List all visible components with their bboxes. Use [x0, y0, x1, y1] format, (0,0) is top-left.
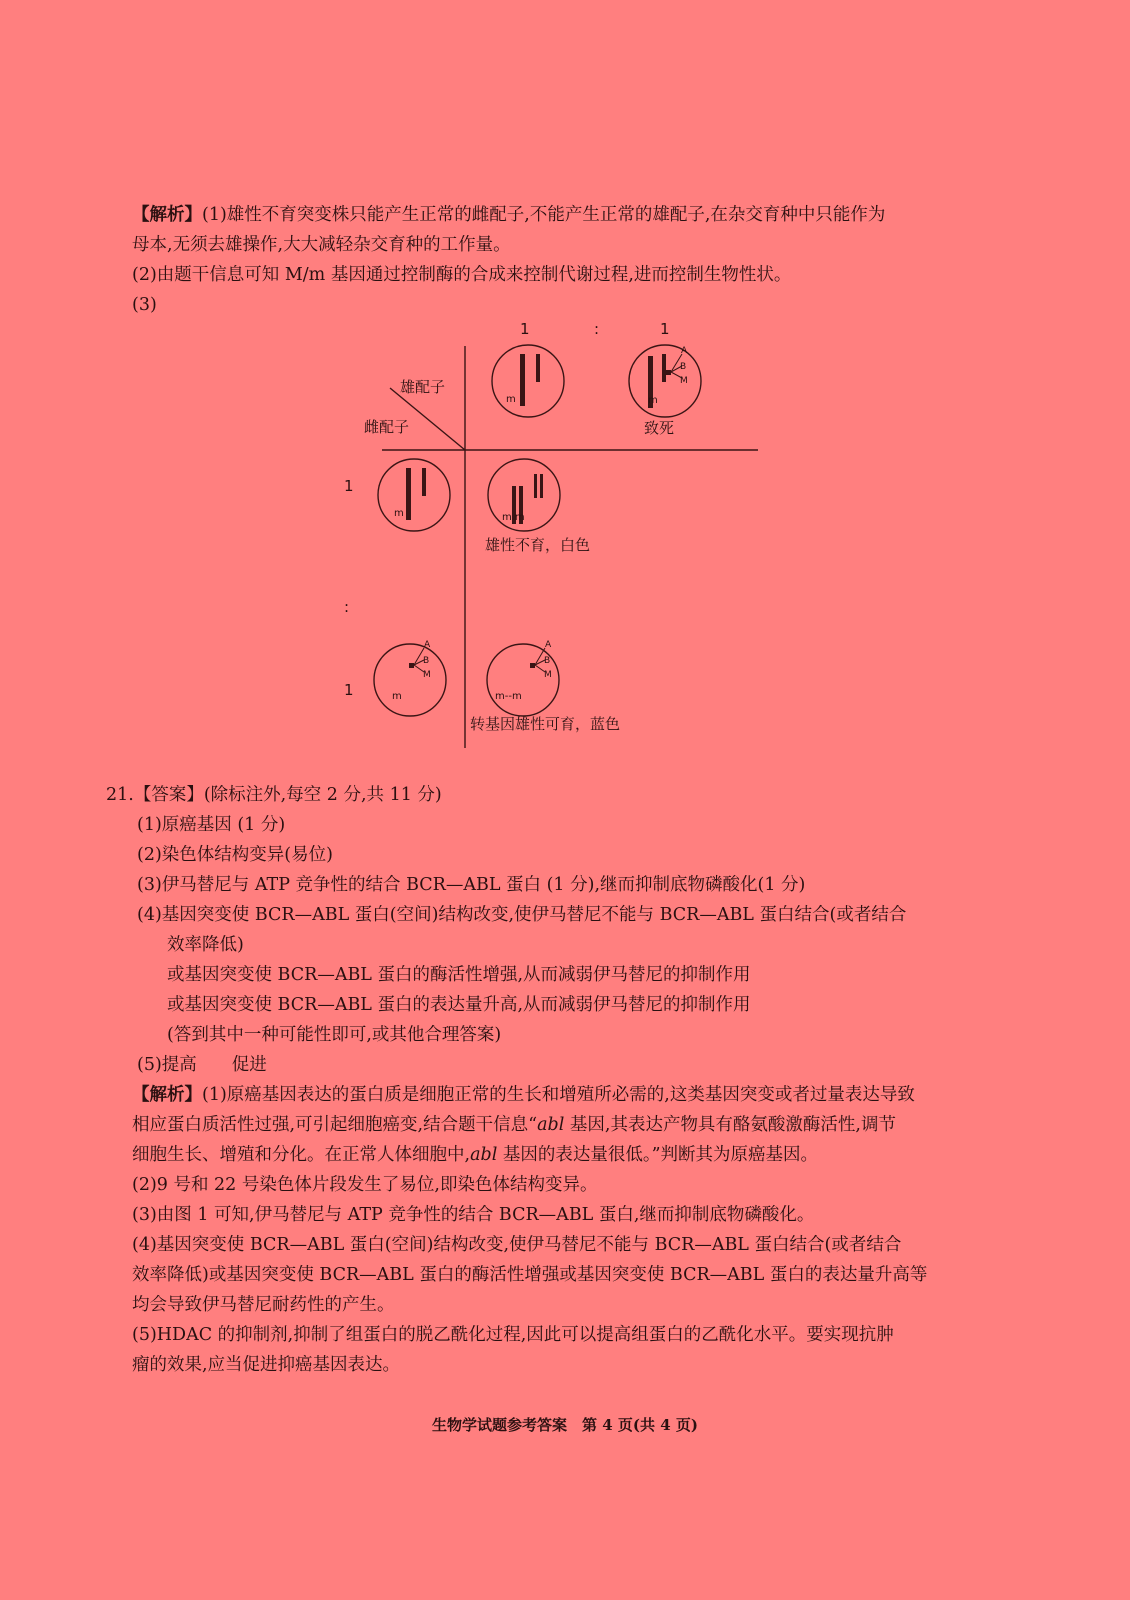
analysis-line: 母本,无须去雄操作,大大减轻杂交育种的工作量。 — [132, 235, 511, 255]
gene-label: M — [423, 670, 431, 680]
chromosome — [662, 354, 666, 382]
answer-line: (3)伊马替尼与 ATP 竞争性的结合 BCR—ABL 蛋白 (1 分),继而抑制底物磷酸化(1 分) — [137, 875, 806, 895]
answer-line: 或基因突变使 BCR—ABL 蛋白的酶活性增强,从而减弱伊马替尼的抑制作用 — [167, 965, 751, 985]
analysis-line: 【解析】(1)原癌基因表达的蛋白质是细胞正常的生长和增殖所必需的,这类基因突变或者过量表达导致 — [132, 1085, 915, 1105]
answer-line: (1)原癌基因 (1 分) — [137, 815, 286, 835]
answer-line: (答到其中一种可能性即可,或其他合理答案) — [167, 1025, 502, 1045]
answer-line: 或基因突变使 BCR—ABL 蛋白的表达量升高,从而减弱伊马替尼的抑制作用 — [167, 995, 751, 1015]
transgene-marker — [530, 663, 535, 668]
gene-label: m m — [502, 512, 525, 523]
gene-label: M — [544, 670, 552, 680]
analysis-line: 相应蛋白质活性过强,可引起细胞癌变,结合题干信息“abl 基因,其表达产物具有酪氨酸激酶活性,调节 — [132, 1115, 896, 1135]
ratio-left-top: 1 — [344, 477, 354, 495]
chromosome — [406, 468, 411, 520]
male-gamete-1-circle — [492, 345, 564, 417]
analysis-line: (3) — [132, 295, 157, 315]
gene-label: B — [680, 362, 687, 372]
answer-line: 效率降低) — [167, 935, 244, 955]
q21-header: 21.【答案】(除标注外,每空 2 分,共 11 分) — [106, 785, 442, 805]
analysis-line: (4)基因突变使 BCR—ABL 蛋白(空间)结构改变,使伊马替尼不能与 BCR—ABL 蛋白结合(或者结合 — [132, 1235, 902, 1255]
chromosome — [536, 354, 540, 382]
ratio-left-bottom: 1 — [344, 681, 354, 699]
gene-label: B — [423, 656, 430, 666]
analysis-line: 【解析】(1)雄性不育突变株只能产生正常的雌配子,不能产生正常的雄配子,在杂交育种中只能作为 — [132, 205, 886, 225]
female-gamete-1-circle — [378, 459, 450, 531]
chromosome — [422, 468, 426, 496]
transgene-marker — [666, 370, 671, 375]
analysis-line: (5)HDAC 的抑制剂,抑制了组蛋白的脱乙酰化过程,因此可以提高组蛋白的乙酰化水平。要实现抗肿 — [132, 1325, 894, 1345]
analysis-line: 效率降低)或基因突变使 BCR—ABL 蛋白的酶活性增强或基因突变使 BCR—ABL 蛋白的表达量升高等 — [132, 1265, 928, 1285]
ratio-top-left: 1 — [520, 320, 530, 338]
gene-label: m — [506, 394, 516, 405]
male-gamete-label: 雄配子 — [400, 378, 446, 396]
analysis-line: (2)由题干信息可知 M/m 基因通过控制酶的合成来控制代谢过程,进而控制生物性状。 — [132, 265, 792, 285]
gene-label: A — [681, 346, 688, 356]
answer-line: (4)基因突变使 BCR—ABL 蛋白(空间)结构改变,使伊马替尼不能与 BCR—ABL 蛋白结合(或者结合 — [137, 905, 907, 925]
gene-label: m — [648, 395, 658, 406]
chromosome — [534, 474, 537, 498]
offspring-2-circle — [487, 644, 559, 716]
gene-label: B — [544, 656, 551, 666]
transgene-marker — [409, 663, 414, 668]
lethal-label: 致死 — [644, 419, 675, 437]
answer-line: (2)染色体结构变异(易位) — [137, 845, 333, 865]
analysis-tag: 【解析】 — [132, 205, 202, 225]
analysis-tag: 【解析】 — [132, 1085, 202, 1105]
ratio-left-colon: : — [344, 598, 350, 616]
page-footer: 生物学试题参考答案 第 4 页(共 4 页) — [432, 1416, 698, 1434]
gene-label: M — [680, 376, 688, 386]
gene-label: m — [392, 691, 402, 702]
punnett-diagram — [330, 320, 770, 760]
ratio-top-right: 1 — [660, 320, 670, 338]
offspring-1-label: 雄性不育，白色 — [485, 536, 591, 554]
gene-label: m — [394, 508, 404, 519]
gene-label: A — [545, 640, 552, 650]
analysis-line: (3)由图 1 可知,伊马替尼与 ATP 竞争性的结合 BCR—ABL 蛋白,继而抑制底物磷酸化。 — [132, 1205, 815, 1225]
analysis-line: 细胞生长、增殖和分化。在正常人体细胞中,abl 基因的表达量很低。”判断其为原癌基因。 — [132, 1145, 819, 1165]
analysis-line: (2)9 号和 22 号染色体片段发生了易位,即染色体结构变异。 — [132, 1175, 598, 1195]
analysis-line: 瘤的效果,应当促进抑癌基因表达。 — [132, 1355, 401, 1375]
answer-line: (5)提高 促进 — [137, 1055, 267, 1075]
female-gamete-label: 雌配子 — [364, 418, 410, 436]
analysis-line: 均会导致伊马替尼耐药性的产生。 — [132, 1295, 395, 1315]
chromosome — [540, 474, 543, 498]
gene-label: A — [424, 640, 431, 650]
offspring-2-label: 转基因雄性可育，蓝色 — [470, 715, 621, 733]
gene-label: m--m — [495, 691, 522, 702]
female-gamete-2-circle — [374, 644, 446, 716]
chromosome — [520, 354, 525, 406]
ratio-top-colon: : — [594, 320, 600, 338]
